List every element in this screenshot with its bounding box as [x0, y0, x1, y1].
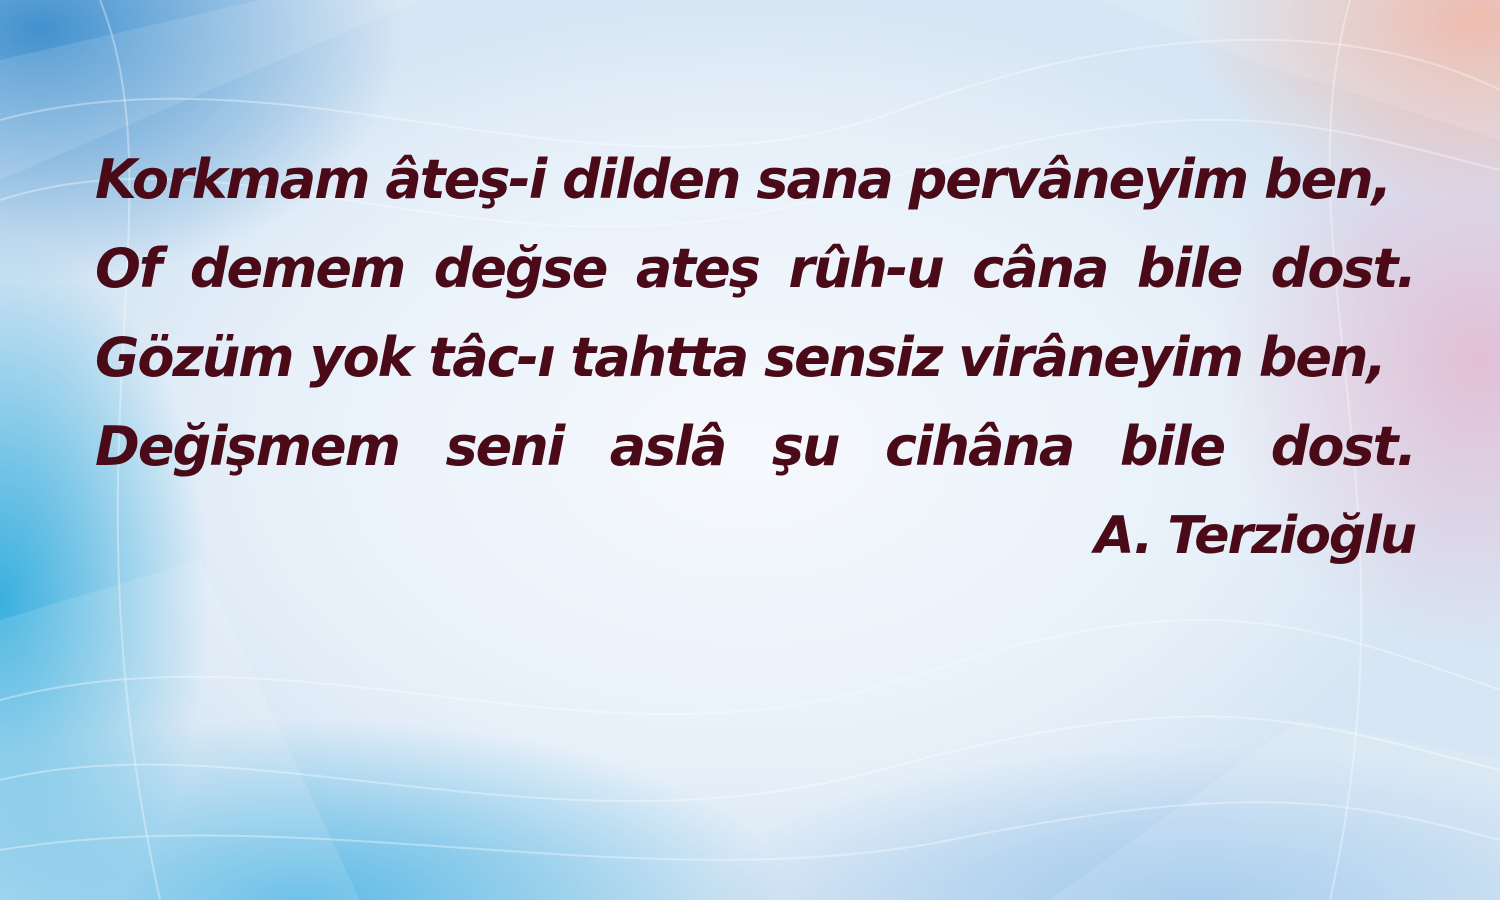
poem-word: dilden [562, 148, 740, 211]
poem-word: bile [1136, 237, 1242, 300]
poem-word: Of [95, 237, 161, 300]
poem-word: dost. [1270, 237, 1415, 300]
poem-word: sensiz [763, 326, 942, 389]
poem-word: Değişmem [95, 415, 399, 478]
poem-word: virâneyim [958, 326, 1242, 389]
poem-word: aslâ [609, 415, 726, 478]
poem-word: pervâneyim [908, 148, 1248, 211]
poem-word: dost. [1270, 415, 1415, 478]
poem-word: değse [433, 237, 607, 300]
poem-word: şu [771, 415, 839, 478]
poem-word: yok [309, 326, 412, 389]
poem-line-2 [95, 229, 1415, 318]
poem-text [95, 140, 1415, 585]
poem-word: cihâna [885, 415, 1074, 478]
poem-word: bile [1119, 415, 1225, 478]
poem-word: tâc-ı [428, 326, 554, 389]
poem-line-1 [95, 140, 1415, 229]
poem-word: ben, [1258, 326, 1385, 389]
poem-word: Gözüm [95, 326, 293, 389]
poem-word: seni [445, 415, 564, 478]
poem-word: sana [756, 148, 892, 211]
poem-word: ateş [635, 237, 759, 300]
poem-word: câna [972, 237, 1108, 300]
poem-word: âteş-i [385, 148, 546, 211]
poem-author: A. Terzioğlu [1094, 506, 1415, 566]
poem-word: rûh-u [788, 237, 943, 300]
poem-line-3 [95, 318, 1415, 407]
poem-word: ben, [1264, 148, 1391, 211]
poem-word: demem [189, 237, 405, 300]
poem-word: Korkmam [95, 148, 369, 211]
poem-line-4 [95, 407, 1415, 496]
poem-word: tahtta [570, 326, 748, 389]
